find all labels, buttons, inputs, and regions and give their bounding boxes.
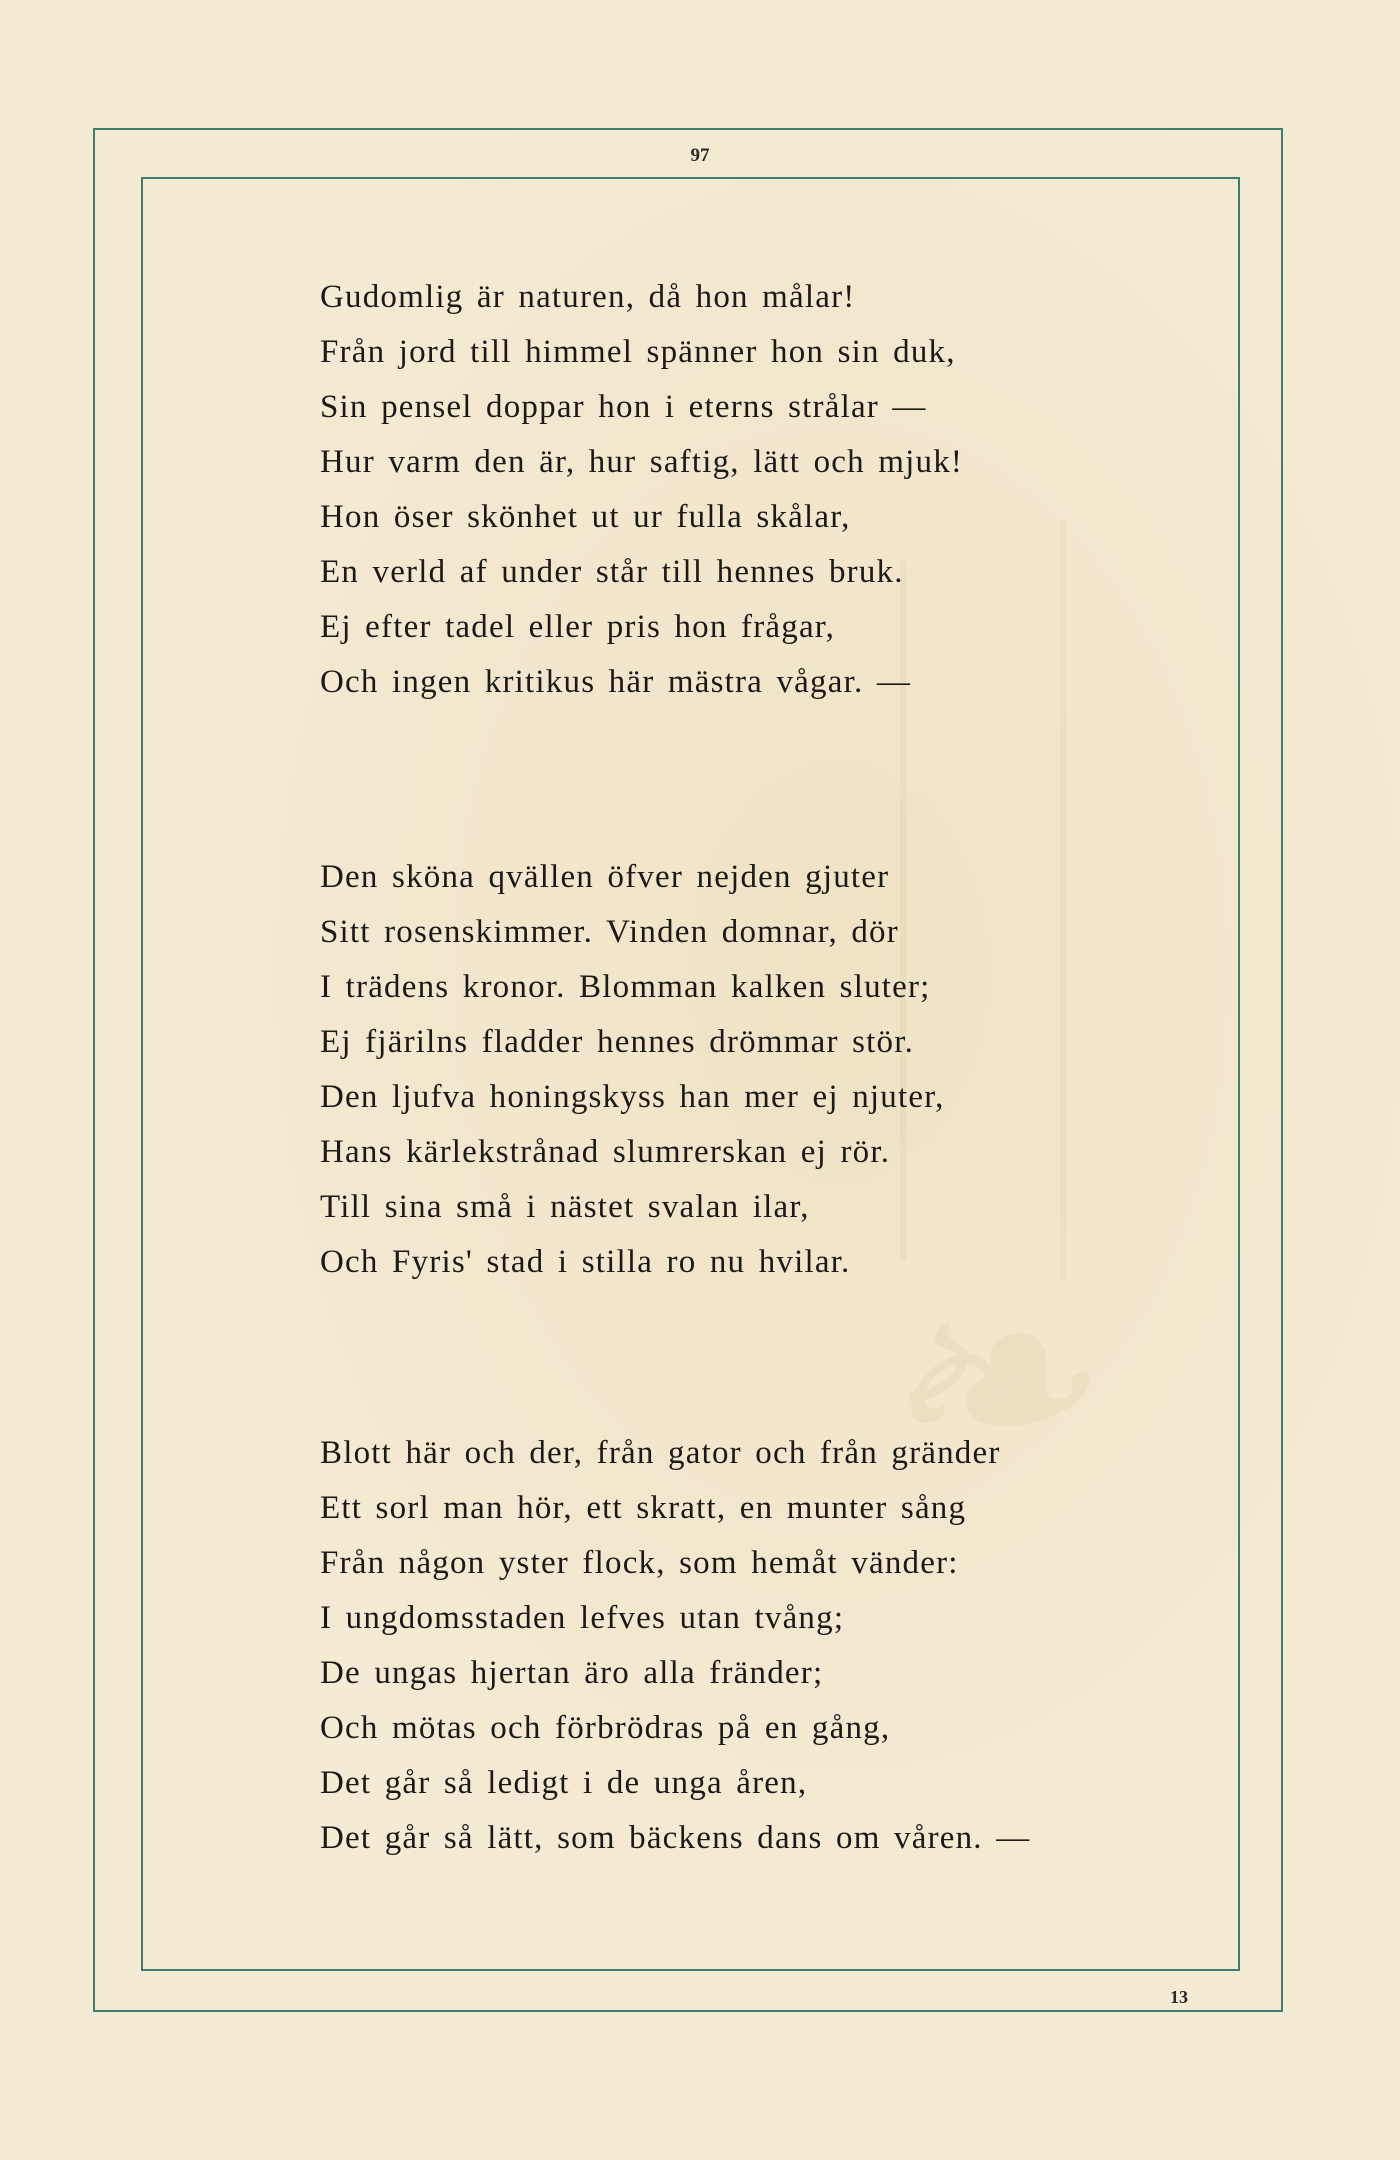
verse-line: En verld af under står till hennes bruk.	[320, 554, 904, 590]
verse-line: Hon öser skönhet ut ur fulla skålar,	[320, 499, 851, 535]
verse-line: De ungas hjertan äro alla fränder;	[320, 1655, 824, 1691]
verse-line: Hur varm den är, hur saftig, lätt och mjuk!	[320, 444, 964, 480]
verse-line: Gudomlig är naturen, då hon målar!	[320, 279, 856, 315]
verse-line: Till sina små i nästet svalan ilar,	[320, 1189, 810, 1225]
verse-line: Ett sorl man hör, ett skratt, en munter sång	[320, 1490, 967, 1526]
signature-mark: 13	[1170, 1987, 1188, 2007]
page-number: 97	[690, 145, 710, 166]
stanza-1	[320, 270, 1180, 710]
verse-line: Och Fyris' stad i stilla ro nu hvilar.	[320, 1244, 851, 1280]
stanza-2	[320, 850, 1180, 1290]
verse-line: Från jord till himmel spänner hon sin duk,	[320, 334, 956, 370]
verse-line: Från någon yster flock, som hemåt vänder:	[320, 1545, 959, 1581]
stanza-3	[320, 1426, 1180, 1866]
verse-line: Blott här och der, från gator och från gränder	[320, 1435, 1001, 1471]
verse-line: Hans kärlekstrånad slumrerskan ej rör.	[320, 1134, 891, 1170]
verse-line: Ej efter tadel eller pris hon frågar,	[320, 609, 836, 645]
verse-line: Sitt rosenskimmer. Vinden domnar, dör	[320, 914, 899, 950]
verse-line: Den sköna qvällen öfver nejden gjuter	[320, 859, 890, 895]
verse-line: Ej fjärilns fladder hennes drömmar stör.	[320, 1024, 915, 1060]
verse-line: I trädens kronor. Blomman kalken sluter;	[320, 969, 931, 1005]
verse-line: Sin pensel doppar hon i eterns strålar —	[320, 389, 927, 425]
verse-line: Det går så lätt, som bäckens dans om våren. —	[320, 1820, 1031, 1856]
show-through-ornament-letter: ❧	[870, 1239, 1088, 1527]
verse-line: Det går så ledigt i de unga åren,	[320, 1765, 808, 1801]
verse-line: Den ljufva honingskyss han mer ej njuter,	[320, 1079, 945, 1115]
verse-line: Och ingen kritikus här mästra vågar. —	[320, 664, 912, 700]
verse-line: I ungdomsstaden lefves utan tvång;	[320, 1600, 845, 1636]
verse-line: Och mötas och förbrödras på en gång,	[320, 1710, 891, 1746]
